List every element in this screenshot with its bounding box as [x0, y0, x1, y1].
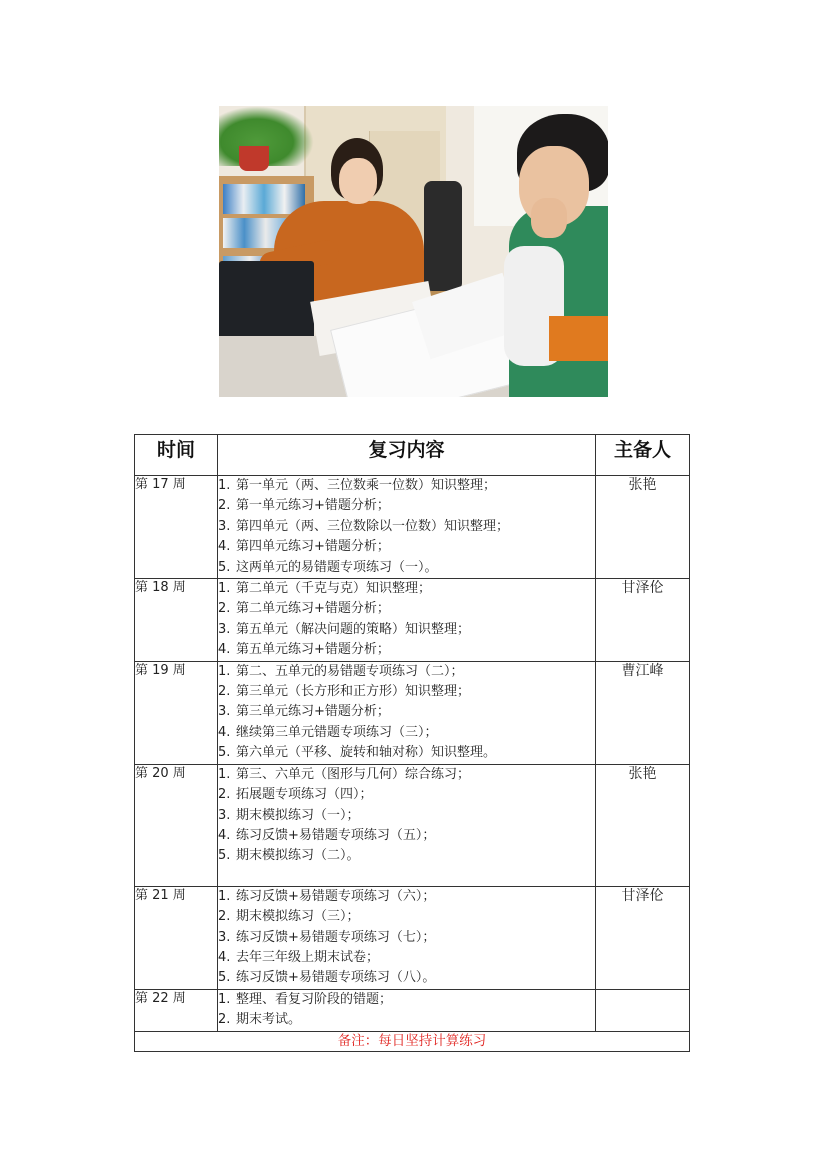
- table-row: [135, 989, 690, 1031]
- review-plan-table: [134, 434, 690, 1052]
- lead-cell: 张艳: [596, 764, 690, 886]
- list-item: 5. 第六单元（平移、旋转和轴对称）知识整理。: [218, 745, 497, 761]
- content-cell: [218, 989, 596, 1031]
- lead-cell: 张艳: [596, 476, 690, 579]
- table-row: [135, 764, 690, 886]
- table-row: [135, 886, 690, 989]
- list-item: 3. 第五单元（解决问题的策略）知识整理；: [218, 621, 471, 637]
- note-row: [135, 1031, 690, 1051]
- list-item: 5. 期末模拟练习（二）。: [218, 848, 360, 864]
- content-cell: [218, 476, 596, 579]
- list-item: 3. 练习反馈+易错题专项练习（七）；: [218, 929, 436, 945]
- list-item: 3. 第三单元练习+错题分析；: [218, 704, 390, 720]
- list-item: 1. 第三、六单元（图形与几何）综合练习；: [218, 766, 471, 782]
- list-item: 2. 第一单元练习+错题分析；: [218, 498, 390, 514]
- lead-cell: 甘泽伦: [596, 886, 690, 989]
- list-item: 5. 这两单元的易错题专项练习（一）。: [218, 559, 438, 575]
- list-item: 4. 练习反馈+易错题专项练习（五）；: [218, 827, 436, 843]
- header-lead: 主备人: [596, 435, 690, 476]
- list-item: 1. 第二、五单元的易错题专项练习（二）；: [218, 663, 464, 679]
- lead-cell: 曹江峰: [596, 661, 690, 764]
- list-item: 4. 第五单元练习+错题分析；: [218, 642, 390, 658]
- content-cell: [218, 661, 596, 764]
- list-item: 1. 第一单元（两、三位数乘一位数）知识整理；: [218, 478, 497, 493]
- list-item: 2. 期末考试。: [218, 1012, 302, 1028]
- list-item: 2. 第二单元练习+错题分析；: [218, 601, 390, 617]
- table-header-row: [135, 435, 690, 476]
- list-item: 4. 第四单元练习+错题分析；: [218, 539, 390, 555]
- content-cell: [218, 764, 596, 886]
- week-cell: 第 17 周: [135, 476, 218, 579]
- list-item: 2. 第三单元（长方形和正方形）知识整理；: [218, 684, 471, 700]
- week-cell: 第 19 周: [135, 661, 218, 764]
- week-cell: 第 21 周: [135, 886, 218, 989]
- list-item: 2. 期末模拟练习（三）；: [218, 909, 360, 925]
- content-cell: [218, 886, 596, 989]
- table-row: [135, 579, 690, 662]
- list-item: 2. 拓展题专项练习（四）；: [218, 787, 373, 803]
- week-cell: 第 18 周: [135, 579, 218, 662]
- list-item: 1. 整理、看复习阶段的错题；: [218, 991, 393, 1007]
- lead-cell: 甘泽伦: [596, 579, 690, 662]
- week-cell: 第 22 周: [135, 989, 218, 1031]
- list-item: 4. 继续第三单元错题专项练习（三）；: [218, 724, 438, 740]
- table-row: [135, 661, 690, 764]
- list-item: 3. 第四单元（两、三位数除以一位数）知识整理；: [218, 518, 510, 534]
- teachers-photo: [219, 106, 608, 397]
- table-row: [135, 476, 690, 579]
- header-time: 时间: [135, 435, 218, 476]
- list-item: 1. 第二单元（千克与克）知识整理；: [218, 581, 432, 597]
- lead-cell: [596, 989, 690, 1031]
- list-item: 4. 去年三年级上期末试卷；: [218, 949, 380, 965]
- note-text: 备注：每日坚持计算练习: [135, 1031, 690, 1051]
- list-item: 5. 练习反馈+易错题专项练习（八）。: [218, 970, 436, 986]
- week-cell: 第 20 周: [135, 764, 218, 886]
- header-content: 复习内容: [218, 435, 596, 476]
- list-item: 3. 期末模拟练习（一）；: [218, 807, 360, 823]
- list-item: 1. 练习反馈+易错题专项练习（六）；: [218, 888, 436, 904]
- content-cell: [218, 579, 596, 662]
